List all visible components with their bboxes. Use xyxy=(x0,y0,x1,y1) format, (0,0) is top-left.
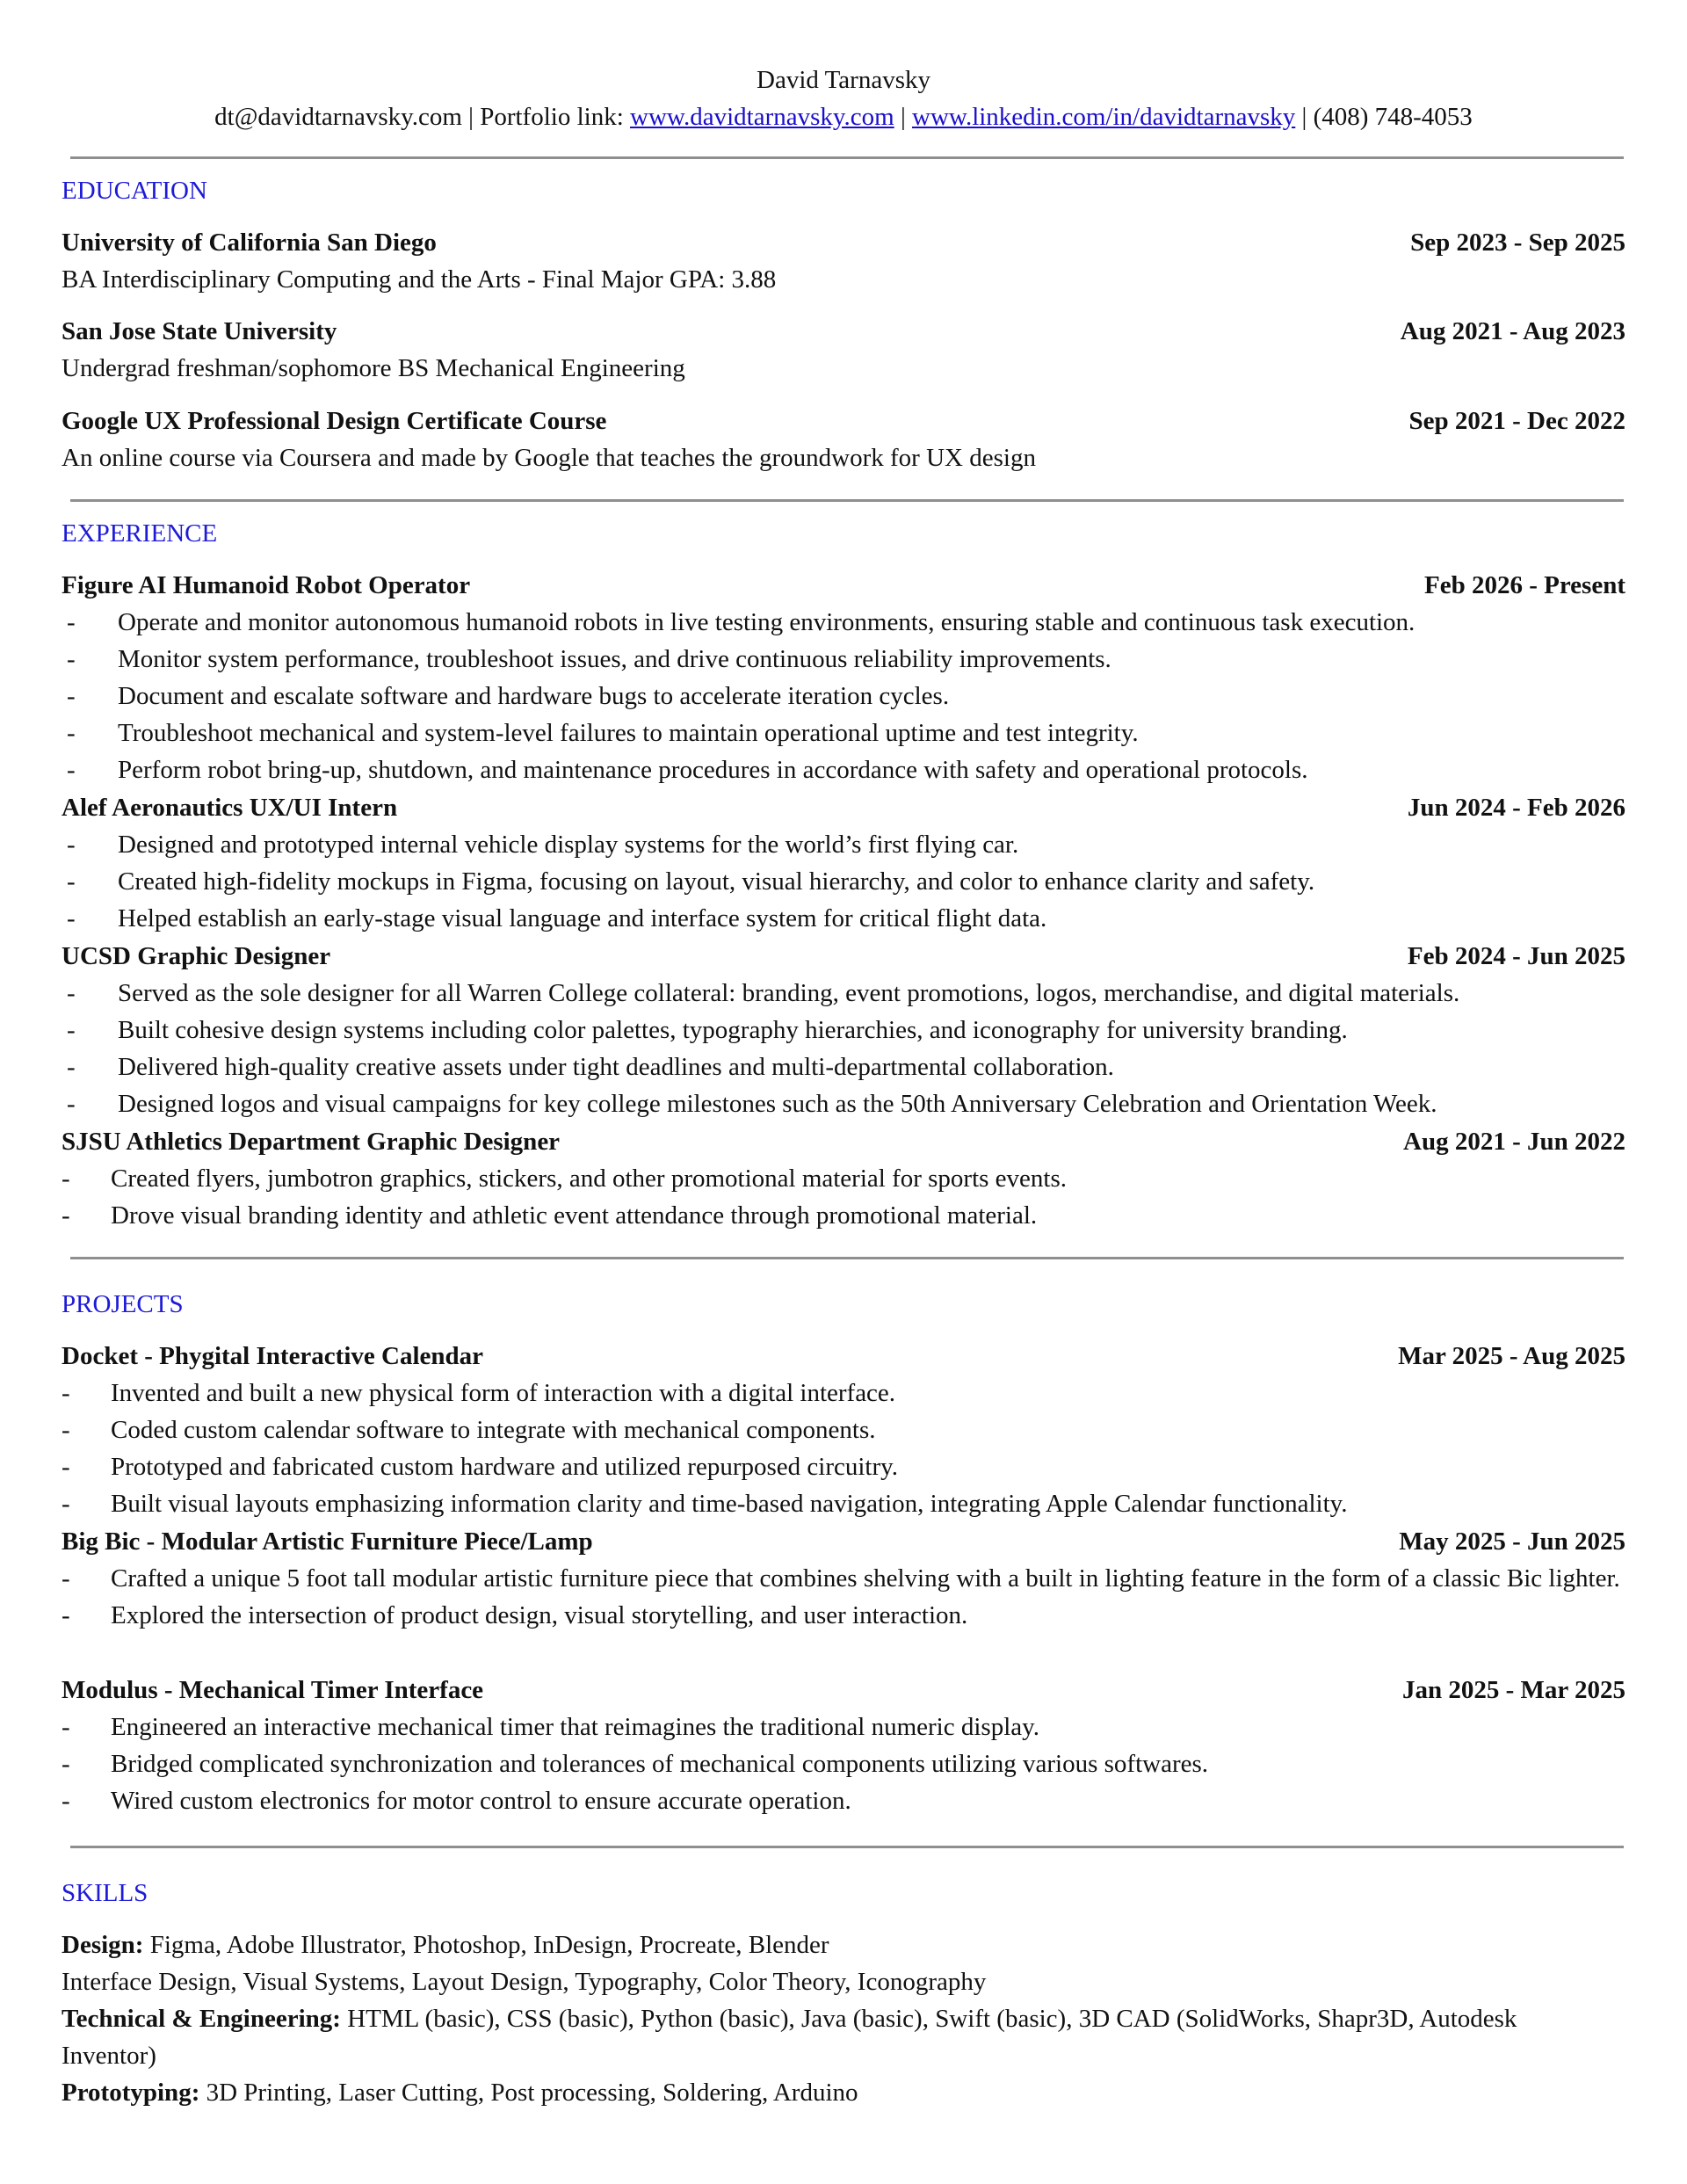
bullet-item: - Helped establish an early-stage visual language and interface system for critical flight data. xyxy=(62,900,1625,937)
separator: | xyxy=(1295,103,1314,131)
portfolio-label: Portfolio link: xyxy=(480,103,631,131)
entry-detail: BA Interdisciplinary Computing and the Arts - Final Major GPA: 3.88 xyxy=(62,265,777,294)
linkedin-link[interactable]: www.linkedin.com/in/davidtarnavsky xyxy=(912,103,1296,131)
skills-block xyxy=(62,1926,1573,2111)
resume-header xyxy=(0,62,1687,135)
skill-value: HTML (basic), CSS (basic), Python (basic), Java (basic), Swift (basic), 3D CAD (SolidWorks, Shapr3D, Autodesk Inventor) xyxy=(62,2005,1517,2070)
entry-title: San Jose State University xyxy=(62,317,337,345)
experience-entry xyxy=(62,1123,1625,1234)
divider xyxy=(70,1846,1624,1848)
divider xyxy=(70,156,1624,159)
bullet-item: - Created high-fidelity mockups in Figma, focusing on layout, visual hierarchy, and color to enhance clarity and safety. xyxy=(62,863,1625,900)
skill-label: Technical & Engineering: xyxy=(62,2005,341,2033)
entry-date: Aug 2021 - Aug 2023 xyxy=(1400,317,1625,345)
bullet-list xyxy=(62,1560,1625,1634)
section-heading-skills: SKILLS xyxy=(62,1879,148,1907)
entry-title: SJSU Athletics Department Graphic Designer xyxy=(62,1128,561,1156)
experience-entry xyxy=(62,789,1625,937)
bullet-item: - Troubleshoot mechanical and system-level failures to maintain operational uptime and test integrity. xyxy=(62,715,1625,751)
bullet-item: - Operate and monitor autonomous humanoid robots in live testing environments, ensuring stable and continuous task execution. xyxy=(62,604,1625,641)
education-entry xyxy=(62,403,1625,476)
entry-title: Figure AI Humanoid Robot Operator xyxy=(62,571,471,599)
entry-title: University of California San Diego xyxy=(62,229,437,257)
entry-detail: Undergrad freshman/sophomore BS Mechanical Engineering xyxy=(62,354,685,382)
bullet-item: - Delivered high-quality creative assets under tight deadlines and multi-departmental collaboration. xyxy=(62,1048,1625,1085)
entry-detail: An online course via Coursera and made by Google that teaches the groundwork for UX design xyxy=(62,444,1036,472)
entry-date: Sep 2021 - Dec 2022 xyxy=(1408,407,1625,435)
entry-title: Alef Aeronautics UX/UI Intern xyxy=(62,794,398,822)
skills-design-extra: Interface Design, Visual Systems, Layout Design, Typography, Color Theory, Iconography xyxy=(62,1968,987,1996)
entry-date: Aug 2021 - Jun 2022 xyxy=(1403,1128,1625,1156)
bullet-item: - Designed logos and visual campaigns for key college milestones such as the 50th Anniversary Celebration and Orientation Week. xyxy=(62,1085,1625,1122)
entry-date: Mar 2025 - Aug 2025 xyxy=(1398,1342,1625,1370)
separator: | xyxy=(894,103,912,131)
bullet-item: - Coded custom calendar software to integrate with mechanical components. xyxy=(62,1411,1625,1448)
entry-date: Jun 2024 - Feb 2026 xyxy=(1407,794,1625,822)
project-entry xyxy=(62,1338,1625,1522)
bullet-list xyxy=(62,975,1625,1122)
bullet-list xyxy=(62,1160,1625,1234)
skills-design xyxy=(62,1926,1573,1963)
education-entry xyxy=(62,224,1625,298)
candidate-name: David Tarnavsky xyxy=(757,66,930,94)
bullet-item: - Designed and prototyped internal vehicle display systems for the world’s first flying car. xyxy=(62,826,1625,863)
experience-entry xyxy=(62,938,1625,1122)
bullet-item: - Engineered an interactive mechanical timer that reimagines the traditional numeric display. xyxy=(62,1709,1625,1745)
project-entry xyxy=(62,1523,1625,1634)
phone: (408) 748-4053 xyxy=(1313,103,1473,131)
bullet-list xyxy=(62,604,1625,788)
skill-label: Prototyping: xyxy=(62,2079,200,2107)
section-heading-projects: PROJECTS xyxy=(62,1290,184,1318)
entry-title: Modulus - Mechanical Timer Interface xyxy=(62,1676,484,1704)
entry-date: May 2025 - Jun 2025 xyxy=(1399,1527,1625,1556)
bullet-item: - Wired custom electronics for motor control to ensure accurate operation. xyxy=(62,1782,1625,1819)
entry-date: Jan 2025 - Mar 2025 xyxy=(1401,1676,1625,1704)
portfolio-link[interactable]: www.davidtarnavsky.com xyxy=(630,103,894,131)
bullet-item: - Invented and built a new physical form of interaction with a digital interface. xyxy=(62,1375,1625,1411)
bullet-item: - Document and escalate software and hardware bugs to accelerate iteration cycles. xyxy=(62,678,1625,715)
skill-value: Figma, Adobe Illustrator, Photoshop, InDesign, Procreate, Blender xyxy=(143,1931,829,1959)
section-heading-experience: EXPERIENCE xyxy=(62,519,218,548)
bullet-item: - Built cohesive design systems including color palettes, typography hierarchies, and iconography for university branding. xyxy=(62,1012,1625,1048)
skills-technical xyxy=(62,2000,1573,2074)
entry-date: Feb 2026 - Present xyxy=(1424,571,1625,599)
entry-title: Docket - Phygital Interactive Calendar xyxy=(62,1342,484,1370)
divider xyxy=(70,499,1624,502)
skill-value: 3D Printing, Laser Cutting, Post processing, Soldering, Arduino xyxy=(199,2079,858,2107)
bullet-item: - Drove visual branding identity and athletic event attendance through promotional material. xyxy=(62,1197,1625,1234)
bullet-item: - Served as the sole designer for all Warren College collateral: branding, event promotions, logos, merchandise, and digital materials. xyxy=(62,975,1625,1012)
bullet-list xyxy=(62,1375,1625,1522)
bullet-item: - Prototyped and fabricated custom hardware and utilized repurposed circuitry. xyxy=(62,1448,1625,1485)
bullet-item: - Crafted a unique 5 foot tall modular artistic furniture piece that combines shelving with a built in lighting feature in the form of a classic Bic lighter. xyxy=(62,1560,1625,1597)
divider xyxy=(70,1257,1624,1259)
section-heading-education: EDUCATION xyxy=(62,177,207,205)
skills-prototyping xyxy=(62,2074,1573,2111)
bullet-item: - Explored the intersection of product design, visual storytelling, and user interaction. xyxy=(62,1597,1625,1634)
bullet-list xyxy=(62,826,1625,937)
experience-entry xyxy=(62,567,1625,788)
entry-title: Big Bic - Modular Artistic Furniture Piece/Lamp xyxy=(62,1527,593,1556)
bullet-item: - Bridged complicated synchronization and tolerances of mechanical components utilizing various softwares. xyxy=(62,1745,1625,1782)
entry-title: Google UX Professional Design Certificate Course xyxy=(62,407,607,435)
project-entry xyxy=(62,1672,1625,1819)
bullet-list xyxy=(62,1709,1625,1819)
education-entry xyxy=(62,313,1625,387)
skill-label: Design: xyxy=(62,1931,144,1959)
bullet-item: - Perform robot bring-up, shutdown, and maintenance procedures in accordance with safety and operational protocols. xyxy=(62,751,1625,788)
bullet-item: - Built visual layouts emphasizing information clarity and time-based navigation, integrating Apple Calendar functionality. xyxy=(62,1485,1625,1522)
bullet-item: - Created flyers, jumbotron graphics, stickers, and other promotional material for sports events. xyxy=(62,1160,1625,1197)
entry-date: Feb 2024 - Jun 2025 xyxy=(1407,942,1625,970)
contact-line xyxy=(0,98,1687,135)
entry-date: Sep 2023 - Sep 2025 xyxy=(1410,229,1625,257)
email: dt@davidtarnavsky.com xyxy=(214,103,462,131)
entry-title: UCSD Graphic Designer xyxy=(62,942,331,970)
separator: | xyxy=(461,103,481,131)
bullet-item: - Monitor system performance, troubleshoot issues, and drive continuous reliability improvements. xyxy=(62,641,1625,678)
